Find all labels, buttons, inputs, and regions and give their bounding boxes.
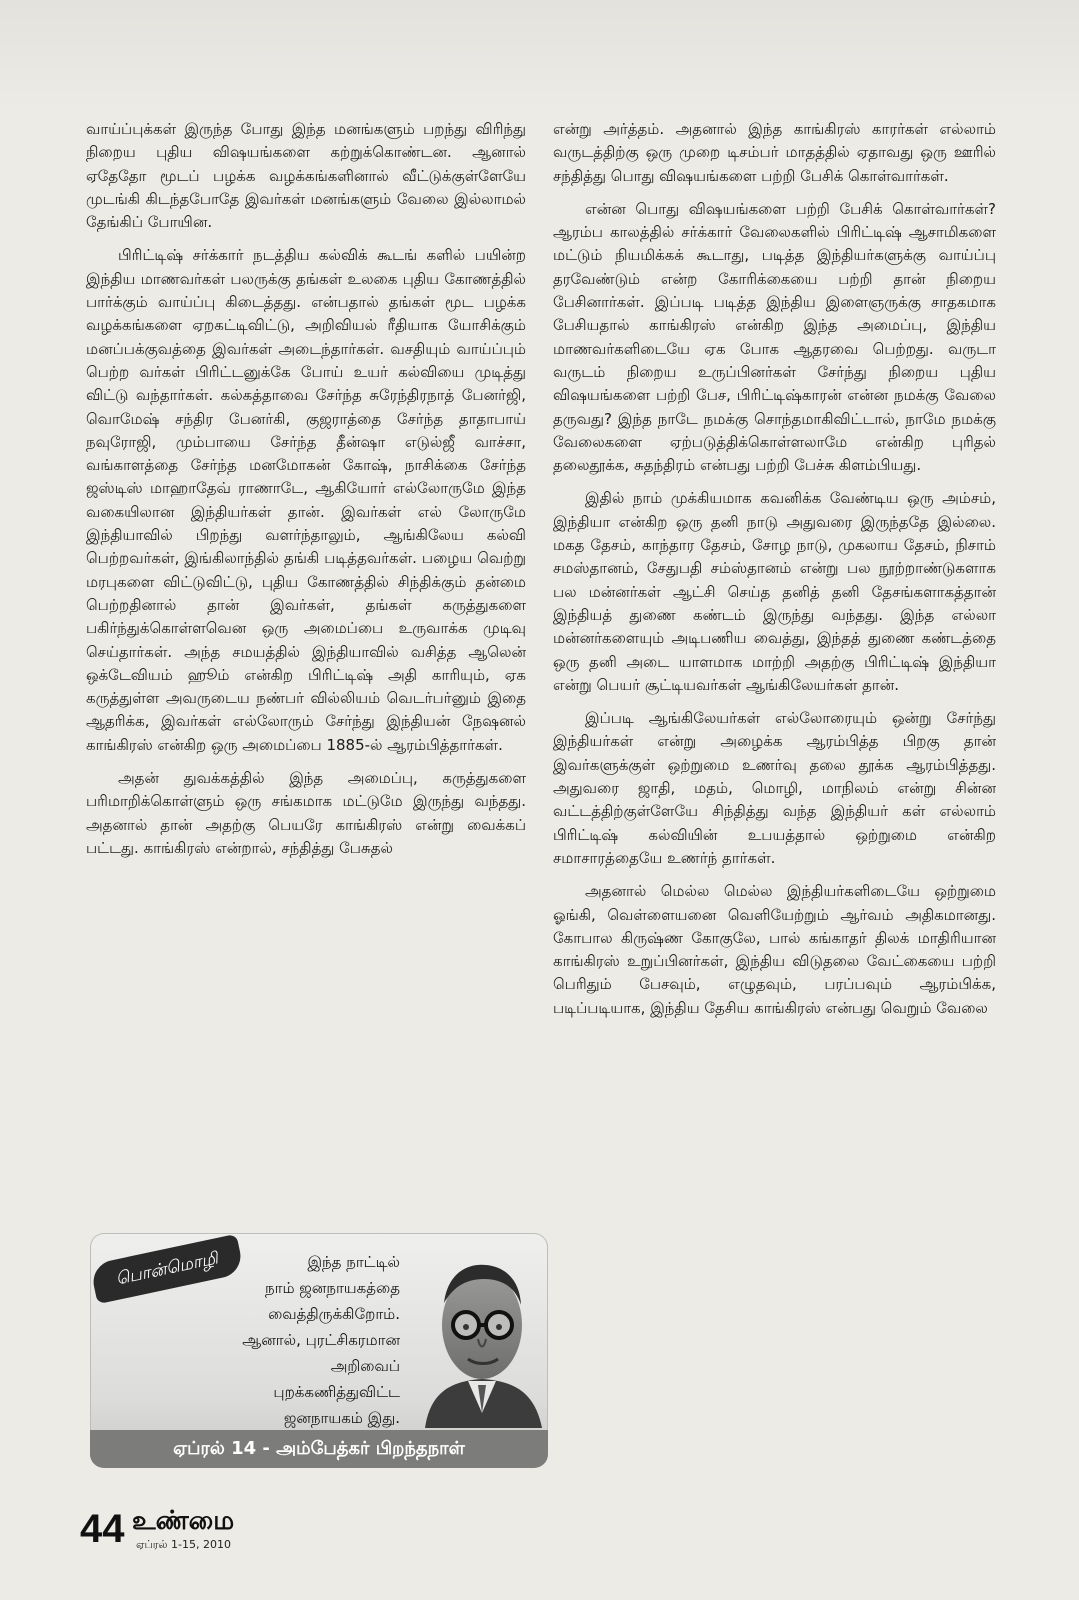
paragraph: இதில் நாம் முக்கியமாக கவனிக்க வேண்டிய ஒரு அம்சம், இந்தியா என்கிற ஒரு தனி நாடு அதுவரை இருந்ததே இல்லை. மகத தேசம், காந்தார தேசம், சோழ நாடு, முகலாய தேசம், நிசாம் சமஸ்தானம், சேதுபதி சம்ஸ்தானம் என்று பல நூற்றாண்டுகளாக பல மன்னர்கள் ஆட்சி செய்த தனித் தனி தேசங்களாகத்தான் இந்தியத் துணை கண்டம் இருந்து வந்தது. இந்த எல்லா மன்னர்களையும் அடிபணிய வைத்து, இந்தத் துணை கண்டத்தை ஒரு தனி அடை யாளமாக மாற்றி அதற்கு பிரிட்டிஷ் இந்தியா என்று பெயர் சூட்டியவர்கள் ஆங்கிலேயர்கள் தான். — [553, 489, 996, 694]
issue-date: ஏப்ரல் 1-15, 2010 — [136, 1538, 232, 1551]
paragraph: என்ன பொது விஷயங்களை பற்றி பேசிக் கொள்வார்கள்? ஆரம்ப காலத்தில் சர்க்கார் வேலைகளில் பிரிட்டிஷ் ஆசாமிகளை மட்டும் நியமிக்கக் கூடாது, படித்த இந்தியர்களுக்கு வாய்ப்பு தரவேண்டும் என்ற கோரிக்கையை பற்றி தான் நிறைய பேசினார்கள். இப்படி படித்த இந்திய இளைஞருக்கு சாதகமாக பேசியதால் காங்கிரஸ் என்கிற இந்த அமைப்பு, இந்திய மாணவர்களிடையே ஏக போக ஆதரவை பெற்றது. வருடா வருடம் நிறைய உருப்பினர்கள் சேர்ந்து நிறைய புதிய விஷயங்களை பற்றி பேச, பிரிட்டிஷ்காரன் என்ன நமக்கு வேலை தருவது? இந்த நாடே நமக்கு சொந்தமாகிவிட்டால், நாமே நமக்கு வேலைகளை ஏற்படுத்திக்கொள்ளலாமே என்கிற புரிதல் தலைதூக்க, சுதந்திரம் என்பது பற்றி பேச்சு கிளம்பியது. — [553, 199, 996, 475]
paragraph: வாய்ப்புக்கள் இருந்த போது இந்த மனங்களும் பறந்து விரிந்து நிறைய புதிய விஷயங்களை கற்றுக்கொண்டன. ஆனால் ஏதேதோ மூடப் பழக்க வழக்கங்களினால் வீட்டுக்குள்ளேயே முடங்கி கிடந்தபோதே இவர்கள் மனங்களும் வேலை இல்லாமல் தேங்கிப் போயின. — [86, 120, 526, 232]
magazine-name: உண்மை — [132, 1506, 235, 1536]
paragraph: என்று அர்த்தம். அதனால் இந்த காங்கிரஸ் காரர்கள் எல்லாம் வருடத்திற்கு ஒரு முறை டிசம்பர் மாதத்தில் ஏதாவது ஒரு ஊரில் சந்தித்து பொது விஷயங்களை பற்றி பேசிக் கொள்வார்கள். — [553, 120, 996, 185]
page-footer — [80, 1505, 380, 1565]
quote-box — [90, 1233, 548, 1468]
paragraph: இப்படி ஆங்கிலேயர்கள் எல்லோரையும் ஒன்று சேர்ந்து இந்தியர்கள் என்று அழைக்க ஆரம்பித்த பிறகு தான் இவர்களுக்குள் ஒற்றுமை உணர்வு தலை தூக்க ஆரம்பித்தது. அதுவரை ஜாதி, மதம், மொழி, மாநிலம் என்று சின்ன வட்டத்திற்குள்ளேயே சிந்தித்து வந்த இந்தியர் கள் எல்லாம் பிரிட்டிஷ் கல்வியின் உபயத்தால் ஒற்றுமை என்கிற சமாசாரத்தையே உணர்ந் தார்கள். — [553, 709, 996, 867]
quote-badge: பொன்மொழி — [90, 1234, 245, 1304]
paragraph: அதன் துவக்கத்தில் இந்த அமைப்பு, கருத்துகளை பரிமாறிக்கொள்ளும் ஒரு சங்கமாக மட்டுமே இருந்து வந்தது. அதனால் தான் அதற்கு பெயரே காங்கிரஸ் என்று வைக்கப் பட்டது. காங்கிரஸ் என்றால், சந்தித்து பேசுதல் — [86, 769, 526, 857]
paragraph: பிரிட்டிஷ் சர்க்கார் நடத்திய கல்விக் கூடங் களில் பயின்ற இந்திய மாணவர்கள் பலருக்கு தங்கள் உலகை புதிய கோணத்தில் பார்க்கும் வாய்ப்பு கிடைத்தது. என்பதால் தங்கள் மூட பழக்க வழக்கங்களை ஏறகட்டிவிட்டு, அறிவியல் ரீதியாக யோசிக்கும் மனப்பக்குவத்தை இவர்கள் அடைந்தார்கள். வசதியும் வாய்ப்பும் பெற்ற வர்கள் பிரிட்டனுக்கே போய் உயர் கல்வியை முடித்து விட்டு வந்தார்கள். கல்கத்தாவை சேர்ந்த சுரேந்திரநாத் பேனர்ஜி, வொமேஷ் சந்திர பேனர்கி, குஜராத்தை சேர்ந்த தாதாபாய் நவுரோஜி, மும்பாயை சேர்ந்த தீன்ஷா எடுல்ஜீ வாச்சா, வங்காளத்தை சேர்ந்த மனமோகன் கோஷ், நாசிக்கை சேர்ந்த ஜஸ்டிஸ் மாஹாதேவ் ராணாடே, ஆகியோர் எல்லோருமே இந்த வகையிலான இந்தியர்கள் தான். இவர்கள் எல் லோருமே இந்தியாவில் பிறந்து வளர்ந்தாலும், ஆங்கிலேய கல்வி பெற்றவர்கள், இங்கிலாந்தில் தங்கி படித்தவர்கள். பழைய வெற்று மரபுகளை விட்டுவிட்டு, புதிய கோணத்தில் சிந்திக்கும் தன்மை பெற்றதினால் தான் இவர்கள், தங்கள் கருத்துகளை பகிர்ந்துக்கொள்ளவென ஒரு அமைப்பை உருவாக்க முடிவு செய்தார்கள். அந்த சமயத்தில் இந்தியாவில் வசித்த ஆலென் ஒக்டேவியம் ஹூம் என்கிற பிரிட்டிஷ் அதி காரியும், ஏக கருத்துள்ள அவருடைய நண்பர் வில்லியம் வெடர்பர்னும் இதை ஆதரிக்க, இவர்கள் எல்லோரும் சேர்ந்து இந்தியன் நேஷனல் காங்கிரஸ் என்கிற ஒரு அமைப்பை 1885-ல் ஆரம்பித்தார்கள். — [86, 246, 526, 754]
quote-text — [225, 1249, 400, 1431]
paragraph: அதனால் மெல்ல மெல்ல இந்தியர்களிடையே ஒற்றுமை ஓங்கி, வெள்ளையனை வெளியேற்றும் ஆர்வம் அதிகமானது. கோபால கிருஷ்ண கோகுலே, பால் கங்காதர் திலக் மாதிரியான காங்கிரஸ் உறுப்பினர்கள், இந்திய விடுதலை வேட்கையை பற்றி பெரிதும் பேசவும், எழுதவும், பரப்பவும் ஆரம்பிக்க, படிப்படியாக, இந்திய தேசிய காங்கிரஸ் என்பது வெறும் வேலை — [553, 882, 996, 1017]
quote-footer: ஏப்ரல் 14 - அம்பேத்கர் பிறந்தநாள் — [90, 1430, 548, 1468]
quote-line: ஜனநாயகம் இது. — [283, 1409, 400, 1427]
ambedkar-portrait — [420, 1243, 545, 1428]
article-column-right — [553, 118, 996, 1030]
quote-line: வைத்திருக்கிறோம். — [268, 1305, 400, 1323]
article-column-left — [86, 118, 526, 870]
quote-line: அறிவைப் புறக்கணித்துவிட்ட — [273, 1357, 400, 1401]
quote-line: இந்த நாட்டில் — [307, 1253, 400, 1271]
quote-line: ஆனால், புரட்சிகரமான — [242, 1331, 400, 1349]
quote-line: நாம் ஜனநாயகத்தை — [264, 1279, 400, 1297]
page-top-shade — [0, 0, 1079, 110]
page-number: 44 — [80, 1507, 125, 1551]
